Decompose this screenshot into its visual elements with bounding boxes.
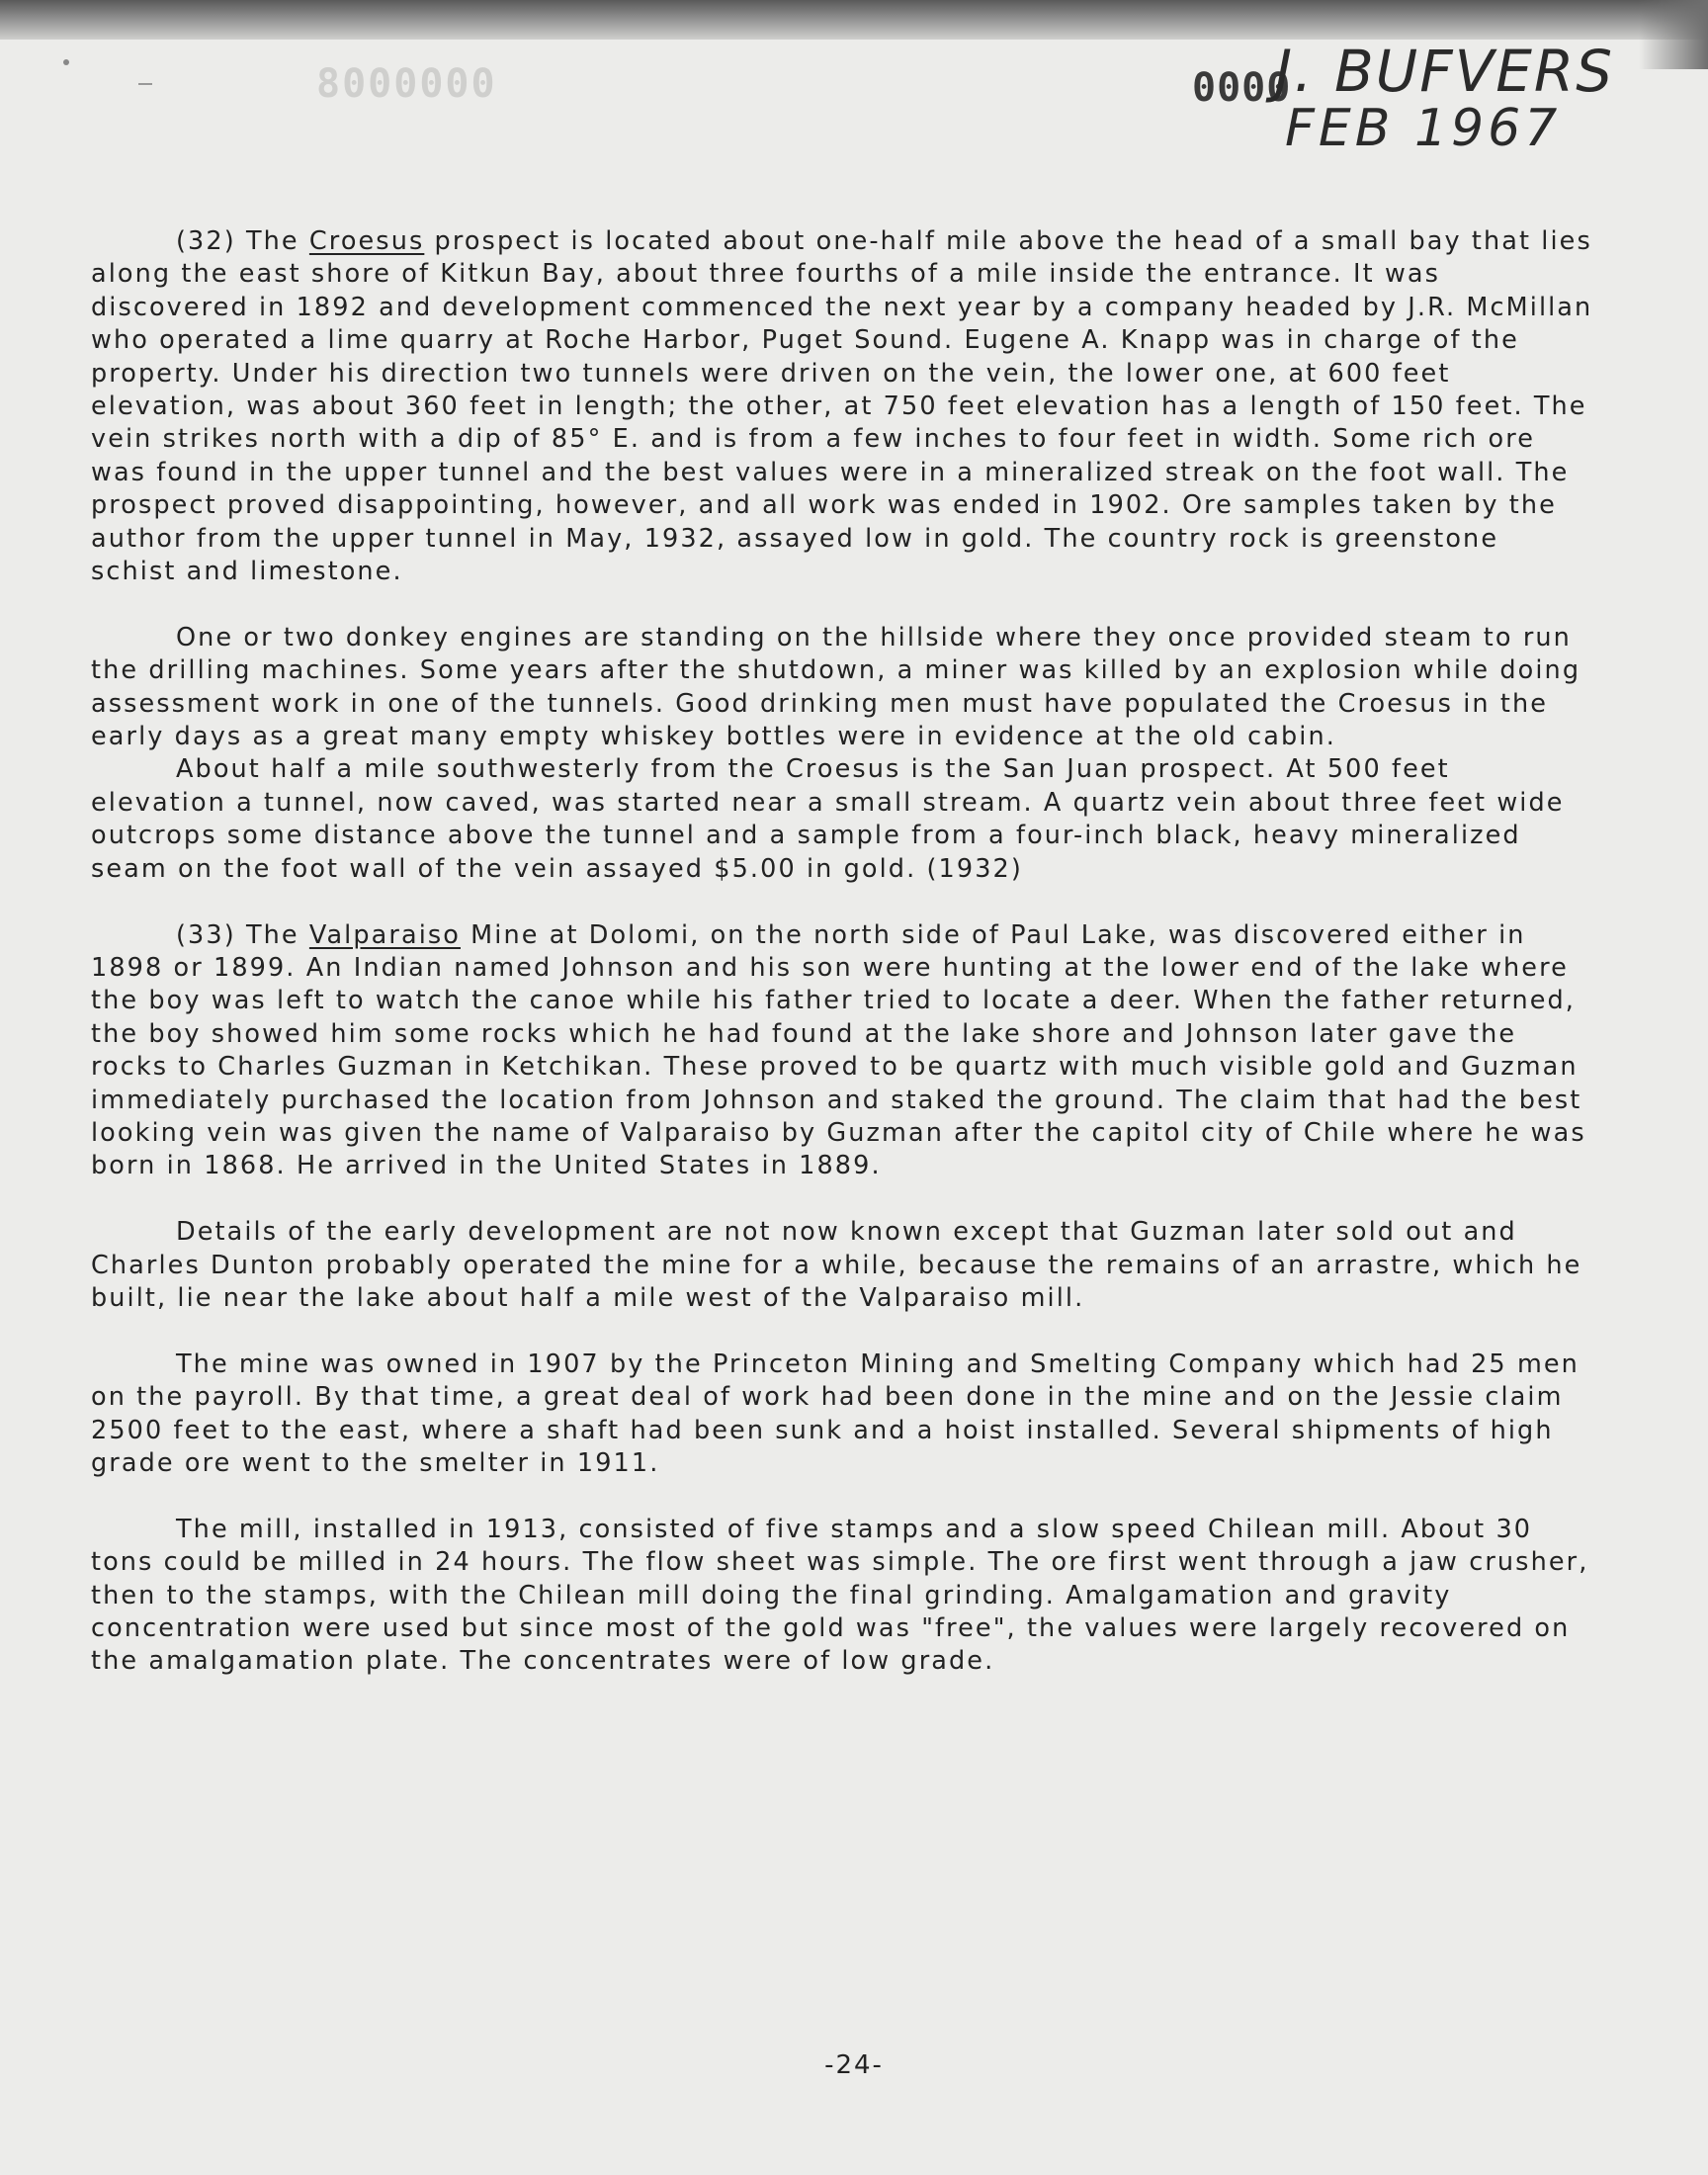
scan-mark [138, 83, 152, 85]
mine-name-valparaiso: Valparaiso [308, 919, 461, 950]
page-number: -24- [824, 2050, 884, 2080]
handwritten-date: FEB 1967 [1285, 99, 1562, 158]
paragraph-san-juan: About half a mile southwesterly from the Croesus is the San Juan prospect. At 500 feet elevation a tunnel, now caved, was started near a small stream. A quartz vein about three feet wide outcrops some distance above the tunnel and a sample from a four-inch black, heavy mineralized seam on the foot wall of the vein assayed $5.00 in gold. (1932) [91, 754, 1565, 884]
mine-name-croesus: Croesus [308, 226, 425, 256]
paragraph-valparaiso [91, 919, 1593, 1183]
paragraph-mill: The mill, installed in 1913, consisted of five stamps and a slow speed Chilean mill. About 30 tons could be milled in 24 hours. The flow sheet was simple. The ore first went through a jaw crusher, then to the stamps, with the Chilean mill doing the final grinding. Amalgamation and gravity concentration were used but since most of the gold was "free", the values were largely recovered on the amalgamation plate. The concentrates were of low grade. [91, 1514, 1589, 1677]
paragraph-croesus [91, 225, 1593, 588]
faint-document-number-stamp: 8000000 [316, 61, 497, 107]
handwritten-author-name: J. BUFVERS [1275, 38, 1615, 105]
paragraph-text: Mine at Dolomi, on the north side of Paul Lake, was discovered either in 1898 or 1899. An Indian named Johnson and his son were hunting at the lower end of the lake where the boy was left to watch the canoe while his father tried to locate a deer. When the father returned, the boy showed him some rocks which he had found at the lake shore and Johnson later gave the rocks to Charles Guzman in Ketchikan. These proved to be quartz with much visible gold and Guzman immediately purchased the location from Johnson and staked the ground. The claim that had the best looking vein was given the name of Valparaiso by Guzman after the capitol city of Chile where he was born in 1868. He arrived in the United States in 1889. [91, 919, 1586, 1181]
section-number: (33) The [176, 919, 309, 950]
scan-speck [63, 59, 69, 65]
document-number-stamp: 0000 [1192, 65, 1292, 111]
paragraph-princeton-company: The mine was owned in 1907 by the Princeton Mining and Smelting Company which had 25 men on the payroll. By that time, a great deal of work had been done in the mine and on the Jessie claim 2500 feet to the east, where a shaft had been sunk and a hoist installed. Several shipments of high grade ore went to the smelter in 1911. [91, 1348, 1580, 1478]
paragraph-text: prospect is located about one-half mile above the head of a small bay that lies along the east shore of Kitkun Bay, about three fourths of a mile inside the entrance. It was discovered in 1892 and development commenced the next year by a company headed by J.R. McMillan who operated a lime quarry at Roche Harbor, Puget Sound. Eugene A. Knapp was in charge of the property. Under his direction two tunnels were driven on the vein, the lower one, at 600 feet elevation, was about 360 feet in length; the other, at 750 feet elevation has a length of 150 feet. The vein strikes north with a dip of 85° E. and is from a few inches to four feet in width. Some rich ore was found in the upper tunnel and the best values were in a mineralized streak on the foot wall. The prospect proved disappointing, however, and all work was ended in 1902. Ore samples taken by the author from the upper tunnel in May, 1932, assayed low in gold. The country rock is greenstone schist and limestone. [91, 226, 1593, 587]
section-number: (32) The [176, 226, 309, 256]
document-body [91, 225, 1593, 1679]
scan-corner-shadow [1639, 0, 1708, 69]
paragraph-donkey-engines: One or two donkey engines are standing on the hillside where they once provided steam to run the drilling machines. Some years after the shutdown, a miner was killed by an explosion while doing assessment work in one of the tunnels. Good drinking men must have populated the Croesus in the early days as a great many empty whiskey bottles were in evidence at the old cabin. [91, 622, 1581, 752]
paragraph-early-development: Details of the early development are not now known except that Guzman later sold out and Charles Dunton probably operated the mine for a while, because the remains of an arrastre, which he built, lie near the lake about half a mile west of the Valparaiso mill. [91, 1217, 1582, 1313]
scan-top-edge [0, 0, 1708, 40]
